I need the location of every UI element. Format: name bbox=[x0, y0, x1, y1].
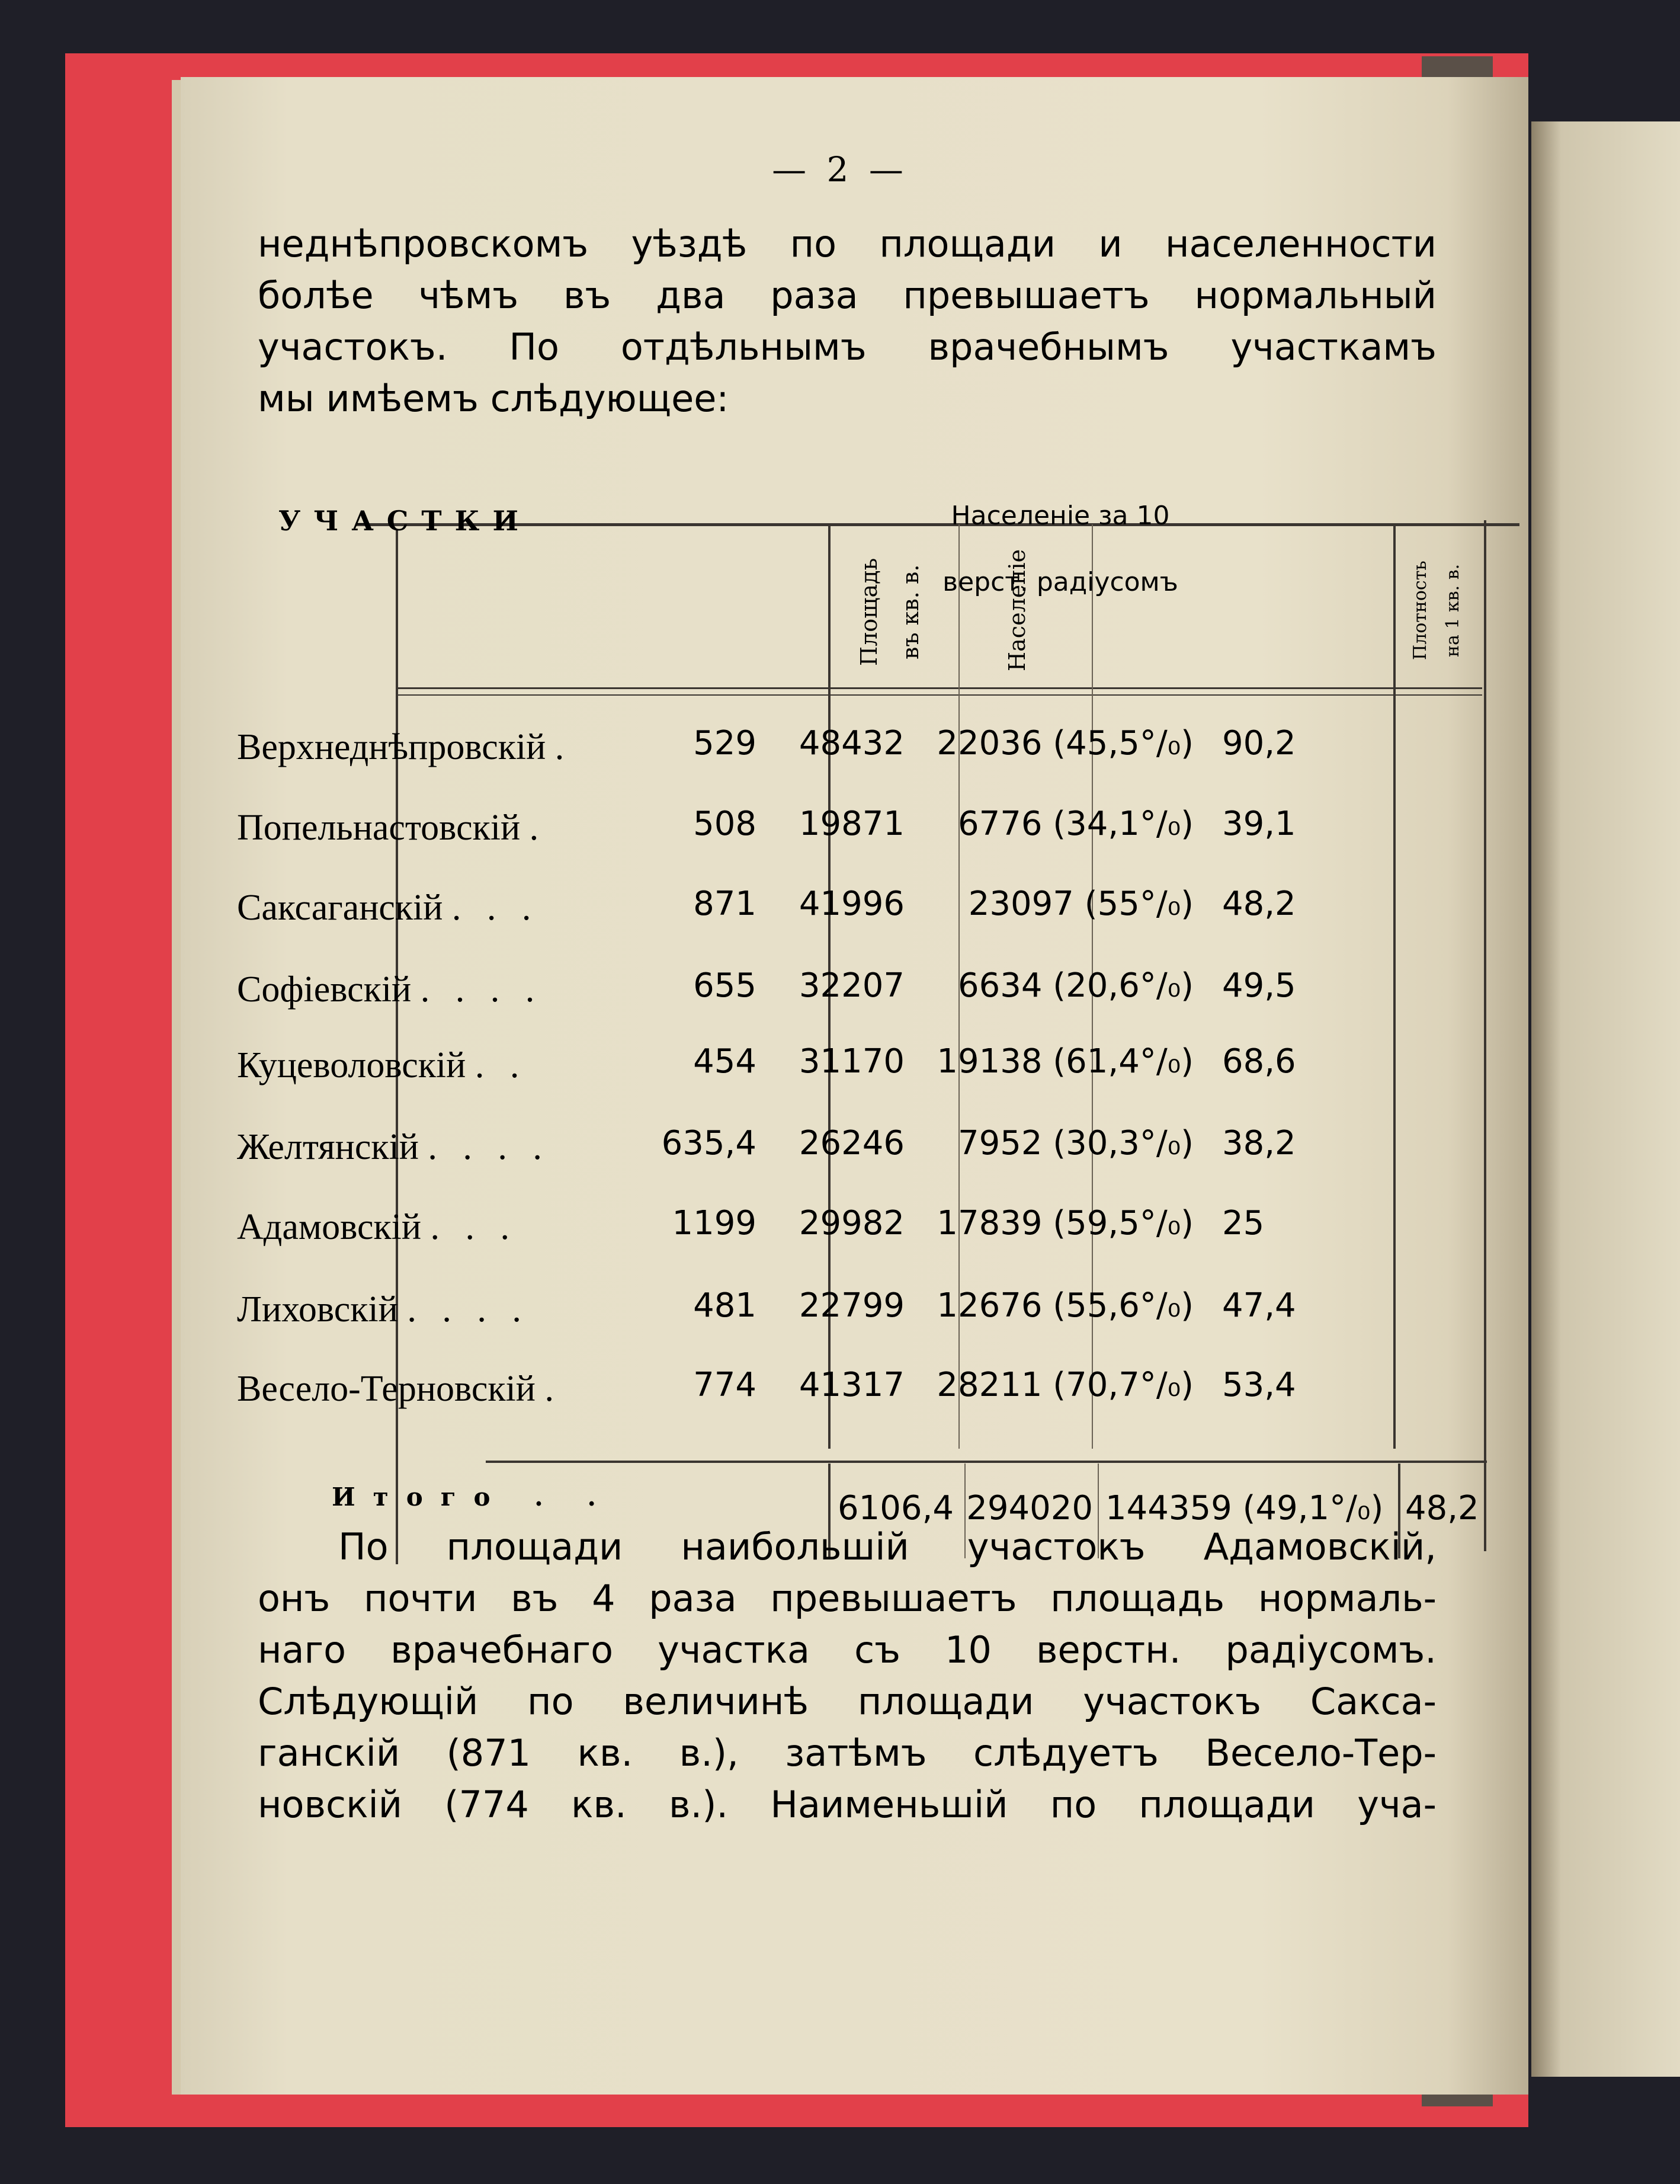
row-pop10: 19138 (61,4°/₀) bbox=[937, 1042, 1194, 1081]
total-label: Итого . . bbox=[332, 1482, 614, 1511]
row-name: Весело-Терновскій . bbox=[237, 1369, 562, 1409]
row-name: Адамовскій . . . bbox=[237, 1207, 518, 1247]
row-pop10: 7952 (30,3°/₀) bbox=[957, 1124, 1194, 1163]
header-population-label: Населеніе bbox=[1004, 549, 1030, 672]
closing-paragraph bbox=[258, 1521, 1437, 1830]
header-area-line2: въ кв. в. bbox=[897, 564, 924, 659]
row-name: Софіевскій . . . . bbox=[237, 969, 543, 1010]
row-name: Куцеволовскій . . bbox=[237, 1045, 528, 1085]
header-density-unit bbox=[1442, 545, 1463, 675]
page-number: — 2 — bbox=[772, 149, 908, 190]
text-line: участокъ. По отдѣльнымъ врачебнымъ участкамъ bbox=[258, 325, 1437, 369]
row-name: Верхнеднѣпровскій . bbox=[237, 727, 573, 767]
row-name: Попельнастовскій . bbox=[237, 808, 547, 848]
text-line: наго врачебнаго участка съ 10 верстн. радіусомъ. bbox=[258, 1628, 1437, 1671]
total-population: 294020 bbox=[966, 1489, 1093, 1527]
header-bottom-rule-2 bbox=[398, 694, 1482, 696]
row-population: 41317 bbox=[799, 1366, 905, 1404]
row-population: 26246 bbox=[799, 1124, 905, 1163]
header-pop10 bbox=[927, 483, 1194, 616]
row-pop10: 22036 (45,5°/₀) bbox=[937, 724, 1194, 763]
row-density: 90,2 bbox=[1222, 724, 1296, 763]
text-line: По площади наибольшій участокъ Адамовскій, bbox=[338, 1525, 1437, 1568]
row-area: 529 bbox=[693, 724, 756, 763]
header-density-line1: Плотность bbox=[1410, 561, 1431, 660]
total-density: 48,2 bbox=[1405, 1489, 1479, 1527]
table-right-border bbox=[1484, 520, 1486, 1551]
row-density: 47,4 bbox=[1222, 1286, 1296, 1325]
header-pop10-line1: Населеніе за 10 bbox=[951, 501, 1170, 531]
row-population: 22799 bbox=[799, 1286, 905, 1325]
text-line: неднѣпровскомъ уѣздѣ по площади и населенности bbox=[258, 222, 1437, 265]
row-density: 48,2 bbox=[1222, 885, 1296, 923]
header-pop10-line2: верст. радіусомъ bbox=[942, 567, 1178, 597]
row-population: 48432 bbox=[799, 724, 905, 763]
row-population: 29982 bbox=[799, 1204, 905, 1242]
row-name: Желтянскій . . . . bbox=[237, 1127, 550, 1167]
row-pop10: 6776 (34,1°/₀) bbox=[957, 805, 1194, 843]
row-density: 38,2 bbox=[1222, 1124, 1296, 1163]
row-name: Саксаганскій . . . bbox=[237, 888, 540, 928]
header-area-unit bbox=[897, 548, 924, 675]
header-districts: УЧАСТКИ bbox=[278, 505, 531, 537]
header-density bbox=[1410, 545, 1431, 675]
total-area: 6106,4 bbox=[838, 1489, 954, 1527]
row-area: 655 bbox=[693, 966, 756, 1005]
row-name: Лиховскій . . . . bbox=[237, 1289, 530, 1330]
header-density-line2: на 1 кв. в. bbox=[1442, 563, 1463, 657]
header-area bbox=[856, 548, 882, 675]
row-density: 39,1 bbox=[1222, 805, 1296, 843]
text-line: онъ почти въ 4 раза превышаетъ площадь нормаль- bbox=[258, 1577, 1437, 1620]
text-line: новскій (774 кв. в.). Наименьшій по площади уча- bbox=[258, 1783, 1437, 1826]
row-area: 508 bbox=[693, 805, 756, 843]
row-area: 1199 bbox=[672, 1204, 756, 1242]
row-pop10: 28211 (70,7°/₀) bbox=[937, 1366, 1194, 1404]
row-pop10: 12676 (55,6°/₀) bbox=[937, 1286, 1194, 1325]
row-area: 635,4 bbox=[661, 1124, 756, 1163]
row-density: 53,4 bbox=[1222, 1366, 1296, 1404]
total-top-rule bbox=[486, 1461, 1487, 1463]
row-density: 25 bbox=[1222, 1204, 1265, 1242]
total-pop10: 144359 (49,1°/₀) bbox=[1105, 1489, 1384, 1527]
column-divider-density bbox=[1393, 524, 1396, 1449]
row-area: 774 bbox=[693, 1366, 756, 1404]
text-line: ганскій (871 кв. в.), затѣмъ слѣдуетъ Весело-Тер- bbox=[258, 1731, 1437, 1775]
header-bottom-rule bbox=[398, 687, 1482, 689]
row-pop10: 23097 (55°/₀) bbox=[968, 885, 1194, 923]
row-area: 454 bbox=[693, 1042, 756, 1081]
row-area: 481 bbox=[693, 1286, 756, 1325]
row-density: 68,6 bbox=[1222, 1042, 1296, 1081]
row-pop10: 17839 (59,5°/₀) bbox=[937, 1204, 1194, 1242]
row-population: 41996 bbox=[799, 885, 905, 923]
text-line: болѣе чѣмъ въ два раза превышаетъ нормальный bbox=[258, 274, 1437, 317]
text-line: мы имѣемъ слѣдующее: bbox=[258, 377, 729, 420]
row-density: 49,5 bbox=[1222, 966, 1296, 1005]
header-area-line1: Площадь bbox=[856, 558, 882, 666]
text-line: Слѣдующій по величинѣ площади участокъ Сакса- bbox=[258, 1680, 1437, 1723]
row-pop10: 6634 (20,6°/₀) bbox=[957, 966, 1194, 1005]
row-population: 32207 bbox=[799, 966, 905, 1005]
row-population: 19871 bbox=[799, 805, 905, 843]
row-population: 31170 bbox=[799, 1042, 905, 1081]
row-area: 871 bbox=[693, 885, 756, 923]
